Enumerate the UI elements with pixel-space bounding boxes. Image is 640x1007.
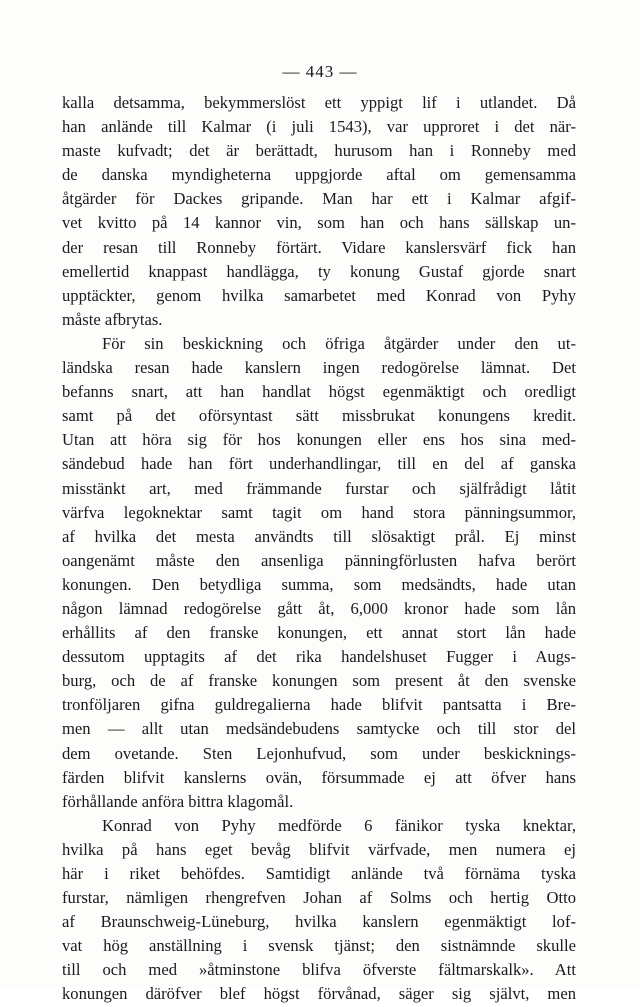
text-line: till och med »åtminstone blifva öfverste fältmarskalk». Att [62,960,576,980]
body-text [62,91,576,1007]
text-line: värfva legoknektar samt tagit om hand stora pänningsummor, [62,502,576,522]
text-line: upptäckter, genom hvilka samarbetet med Konrad von Pyhy [62,285,576,305]
text-line: de danska myndigheterna uppgjorde aftal om gemensamma [62,165,576,185]
text-line: ländska resan hade kanslern ingen redogörelse lämnat. Det [62,358,576,378]
text-line: befanns snart, att han handlat högst egenmäktigt och oredligt [62,382,576,402]
text-line: erhållits af den franske konungen, ett annat stort lån hade [62,623,576,643]
text-line: vat hög anställning i svensk tjänst; den sistnämnde skulle [62,936,576,956]
text-line: Konrad von Pyhy medförde 6 fänikor tyska knektar, [102,815,576,835]
text-line: sändebud hade han fört underhandlingar, till en del af ganska [62,454,576,474]
text-line: han anlände till Kalmar (i juli 1543), var upproret i det när- [62,117,576,137]
text-line: konungen. Den betydliga summa, som medsändts, hade utan [62,574,576,594]
text-line: emellertid knappast handlägga, ty konung Gustaf gjorde snart [62,261,576,281]
text-line: tronföljaren gifna guldregalierna hade blifvit pantsatta i Bre- [62,695,576,715]
text-line: konungen däröfver blef högst förvånad, säger sig självt, men [62,984,576,1004]
text-line: åtgärder för Dackes gripande. Man har ett i Kalmar afgif- [62,189,576,209]
text-line: dessutom upptagits af det rika handelshuset Fugger i Augs- [62,647,576,667]
text-line: här i riket behöfdes. Samtidigt anlände två förnäma tyska [62,864,576,883]
text-line: För sin beskickning och öfriga åtgärder under den ut- [102,333,576,353]
text-line: misstänkt art, med främmande furstar och själfrådigt låtit [62,478,576,498]
text-line: burg, och de af franske konungen som present åt den svenske [62,671,576,691]
text-line: förhållande anföra bittra klagomål. [62,791,294,811]
text-line: af hvilka det mesta användts till slösaktigt prål. Ej minst [62,526,576,546]
text-line: vet kvitto på 14 kannor vin, som han och hans sällskap un- [62,213,576,233]
text-line: dem ovetande. Sten Lejonhufvud, som under beskicknings- [62,743,576,763]
text-line: der resan till Ronneby förtärt. Vidare kanslersvärf fick han [62,237,576,257]
text-line: måste afbrytas. [62,309,163,329]
text-line: furstar, nämligen rhengrefven Johan af Solms och hertig Otto [62,888,576,908]
text-line: kalla detsamma, bekymmerslöst ett yppigt lif i utlandet. Då [62,93,576,112]
text-line: af Braunschweig-Lüneburg, hvilka kanslern egenmäktigt lof- [62,912,576,932]
text-line: samt på det oförsyntast sätt missbrukat konungens kredit. [62,406,576,426]
text-line: oangenämt måste den ansenliga pänningförlusten hafva berört [62,550,576,570]
text-line: men — allt utan medsändebudens samtycke och till stor del [62,719,576,739]
text-line: någon lämnad redogörelse gått åt, 6,000 kronor hade som lån [62,598,576,618]
text-line: färden blifvit kanslerns ovän, försummade ej att öfver hans [62,767,576,787]
text-line: Utan att höra sig för hos konungen eller ens hos sina med- [62,430,576,450]
text-line: hvilka på hans eget bevåg blifvit värfvade, men numera ej [62,839,576,859]
text-line: maste kufvadt; det är berättadt, hurusom han i Ronneby med [62,141,576,161]
page-number: — 443 — [282,62,358,81]
